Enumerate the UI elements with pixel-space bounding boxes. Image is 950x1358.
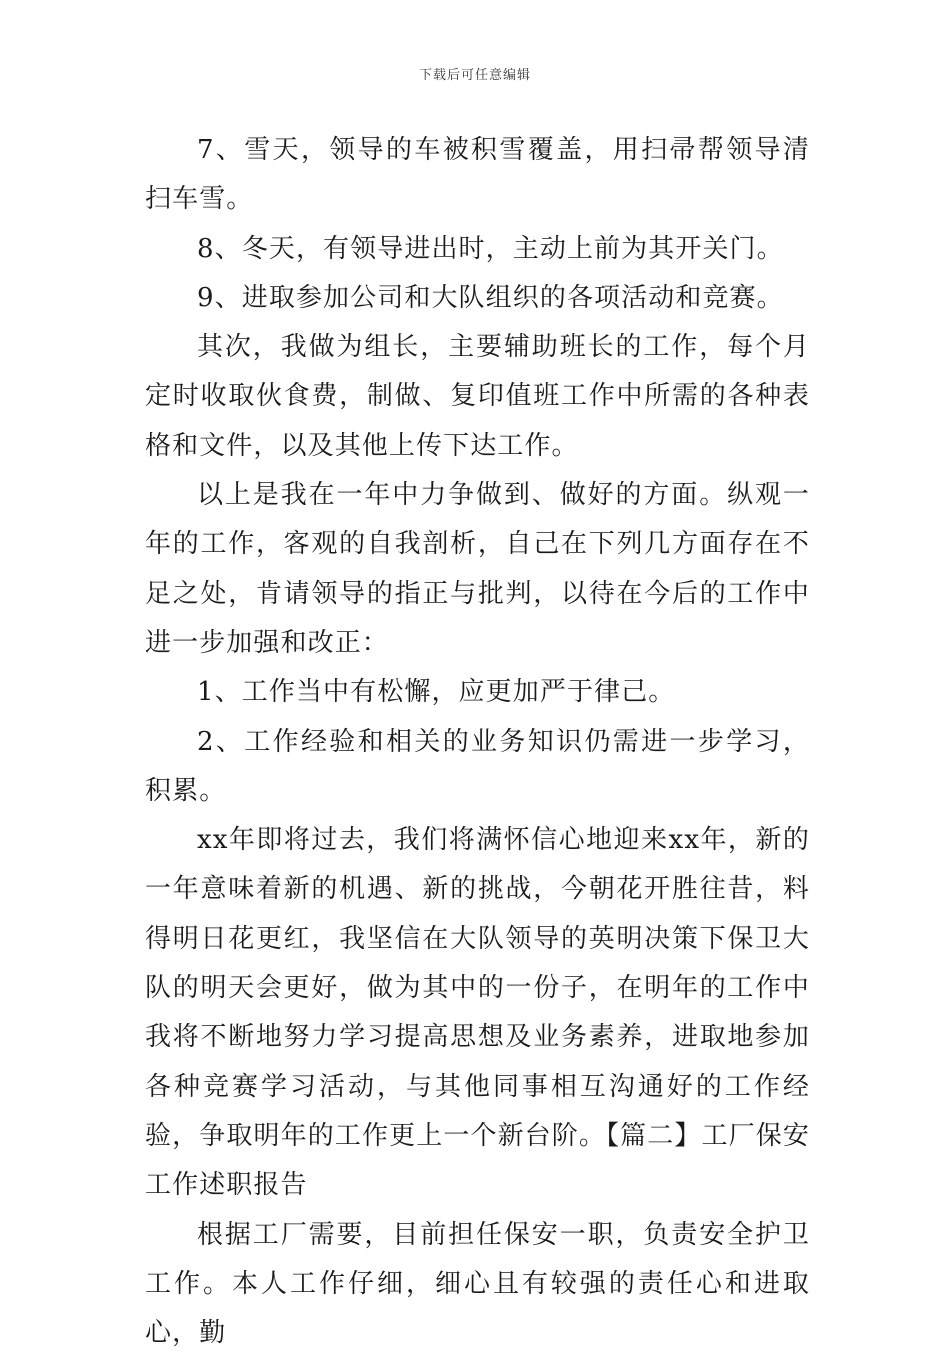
page-header: 下载后可任意编辑 [418, 68, 531, 83]
paragraph-team-leader-duties: 其次，我做为组长，主要辅助班长的工作，每个月定时收取伙食费，制做、复印值班工作中所需的各种表格和文件，以及其他上传下达工作。 [145, 332, 810, 461]
paragraph-self-review: 以上是我在一年中力争做到、做好的方面。纵观一年的工作，客观的自我剖析，自己在下列几方面存在不足之处，肯请领导的指正与批判，以待在今后的工作中进一步加强和改正： [145, 480, 810, 658]
paragraph-part-two-intro: 根据工厂需要，目前担任保安一职，负责安全护卫工作。本人工作仔细，细心且有较强的责任心和进取心，勤 [145, 1219, 810, 1349]
paragraph-item-7: 7、雪天，领导的车被积雪覆盖，用扫帚帮领导清扫车雪。 [145, 135, 810, 215]
paragraph-shortcoming-1: 1、工作当中有松懈，应更加严于律己。 [197, 677, 676, 708]
paragraph-outlook: xx年即将过去，我们将满怀信心地迎来xx年，新的一年意味着新的机遇、新的挑战，今朝花开胜往昔，料得明日花更红，我坚信在大队领导的英明决策下保卫大队的明天会更好，做为其中的一份子，在明年的工作中我将不断地努力学习提高思想及业务素养，进取地参加各种竞赛学习活动，与其他同事相互沟通好的工作经验，争取明年的工作更上一个新台阶。【篇二】工厂保安工作述职报告 [145, 825, 810, 1201]
paragraph-shortcoming-2: 2、工作经验和相关的业务知识仍需进一步学习，积累。 [145, 726, 810, 806]
paragraph-item-8: 8、冬天，有领导进出时，主动上前为其开关门。 [197, 233, 784, 264]
document-body [145, 126, 810, 1358]
paragraph-item-9: 9、进取参加公司和大队组织的各项活动和竞赛。 [197, 282, 784, 313]
